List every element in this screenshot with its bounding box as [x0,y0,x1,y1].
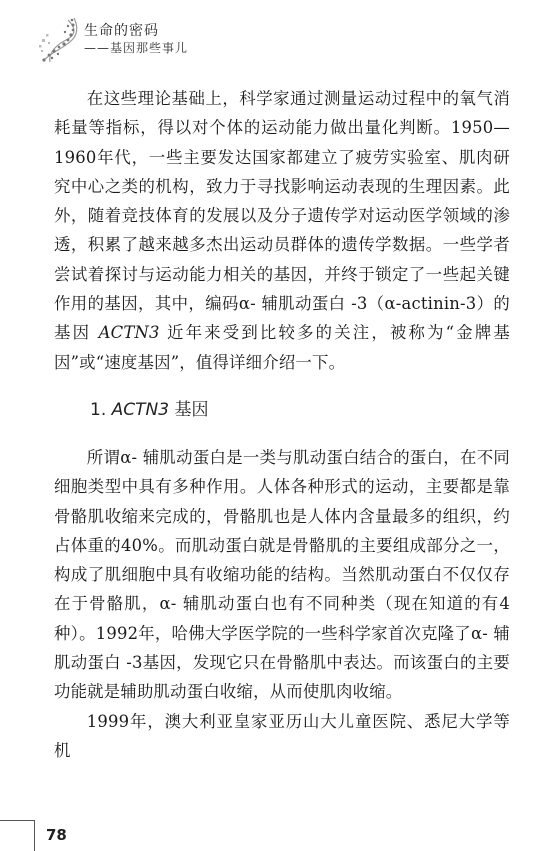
paragraph-intro-text: 在这些理论基础上，科学家通过测量运动过程中的氧气消耗量等指标，得以对个体的运动能力做出量化判断。1950—1960年代，一些主要发达国家都建立了疲劳实验室、肌肉研究中心之类的机构，致力于寻找影响运动表现的生理因素。此外，随着竞技体育的发展以及分子遗传学对运动医学领域的渗透，积累了越来越多杰出运动员群体的遗传学数据。一些学者尝试着探讨与运动能力相关的基因，并终于锁定了一些起关键作用的基因，其中，编码α- 辅肌动蛋白 -3（α-actinin-3）的基因 [54,89,510,343]
section-suffix: 基因 [169,399,209,420]
section-gene-italic: ACTN3 [111,399,170,420]
paragraph-intro [54,84,510,377]
book-subtitle: ——基因那些事儿 [84,41,189,55]
page-number: 78 [46,826,67,844]
book-title: 生命的密码 [84,23,159,39]
section-heading [54,395,510,425]
section-number: 1. [90,399,112,420]
running-header [0,0,555,70]
page-body [54,84,510,765]
footer-divider [34,820,35,851]
gene-name-italic: ACTN3 [98,323,160,343]
paragraph-1999: 1999年，澳大利亚皇家亚历山大儿童医院、悉尼大学等机 [54,711,510,760]
footer-rule [0,820,34,821]
dna-helix-icon [38,14,80,64]
paragraph-actinin: 所谓α- 辅肌动蛋白是一类与肌动蛋白结合的蛋白，在不同细胞类型中具有多种作用。人体各种形式的运动，主要都是靠骨骼肌收缩来完成的，骨骼肌也是人体内含量最多的组织，约占体重的40%。而肌动蛋白就是骨骼肌的主要组成部分之一，构成了肌细胞中具有收缩功能的结构。当然肌动蛋白不仅仅存在于骨骼肌，α- 辅肌动蛋白也有不同种类（现在知道的有4种）。1992年，哈佛大学医学院的一些科学家首次克隆了α- 辅肌动蛋白 -3基因，发现它只在骨骼肌中表达。而该蛋白的主要功能就是辅助肌动蛋白收缩，从而使肌肉收缩。 [54,447,510,702]
paragraph-intro-tail: 近年来受到比较多的关注，被称为“金牌基因”或“速度基因”，值得详细介绍一下。 [54,323,510,372]
